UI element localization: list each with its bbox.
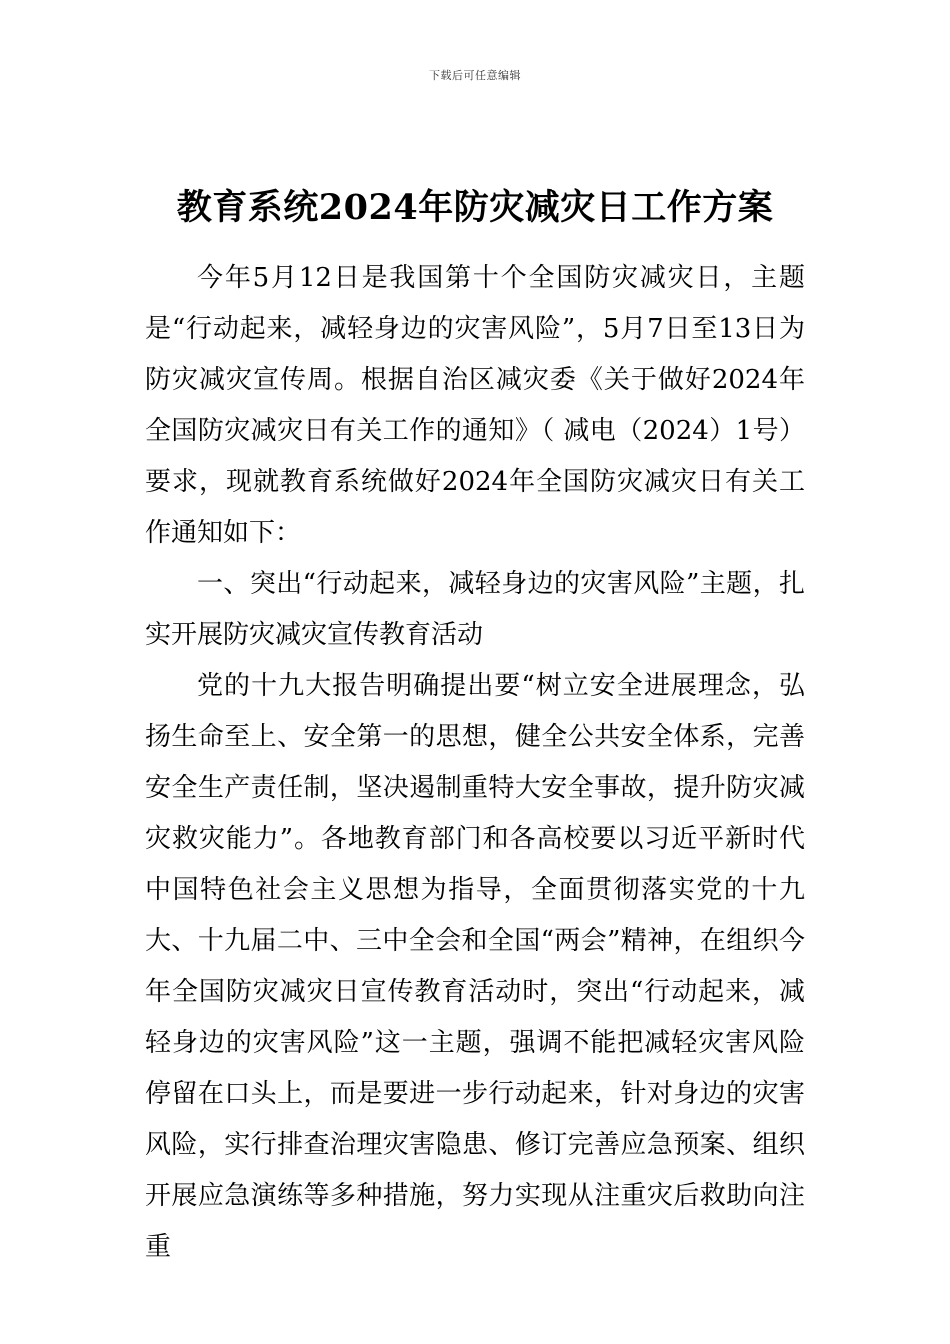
paragraph-section-1: 党的十九大报告明确提出要“树立安全进展理念，弘扬生命至上、安全第一的思想，健全公共安全体系，完善安全生产责任制，坚决遏制重特大安全事故，提升防灾减灾救灾能力”。各地教育部门和各高校要以习近平新时代中国特色社会主义思想为指导，全面贯彻落实党的十九大、十九届二中、三中全会和全国“两会”精神，在组织今年全国防灾减灾日宣传教育活动时，突出“行动起来，减轻身边的灾害风险”这一主题，强调不能把减轻灾害风险停留在口头上，而是要进一步行动起来，针对身边的灾害风险，实行排查治理灾害隐患、修订完善应急预案、组织开展应急演练等多种措施，努力实现从注重灾后救助向注重 [145, 671, 805, 1262]
paragraph-intro: 今年5月12日是我国第十个全国防灾减灾日，主题是“行动起来，减轻身边的灾害风险”，5月7日至13日为防灾减灾宣传周。根据自治区减灾委《关于做好2024年全国防灾减灾日有关工作的通知》（ 减电（2024）1号）要求，现就教育系统做好2024年全国防灾减灾日有关工作通知如下： [145, 263, 805, 548]
document-title: 教育系统2024年防灾减灾日工作方案 [176, 187, 774, 228]
header-note: 下载后可任意编辑 [429, 69, 521, 82]
section-heading-1: 一、突出“行动起来，减轻身边的灾害风险”主题，扎实开展防灾减灾宣传教育活动 [145, 569, 805, 650]
document-body [145, 253, 805, 1273]
